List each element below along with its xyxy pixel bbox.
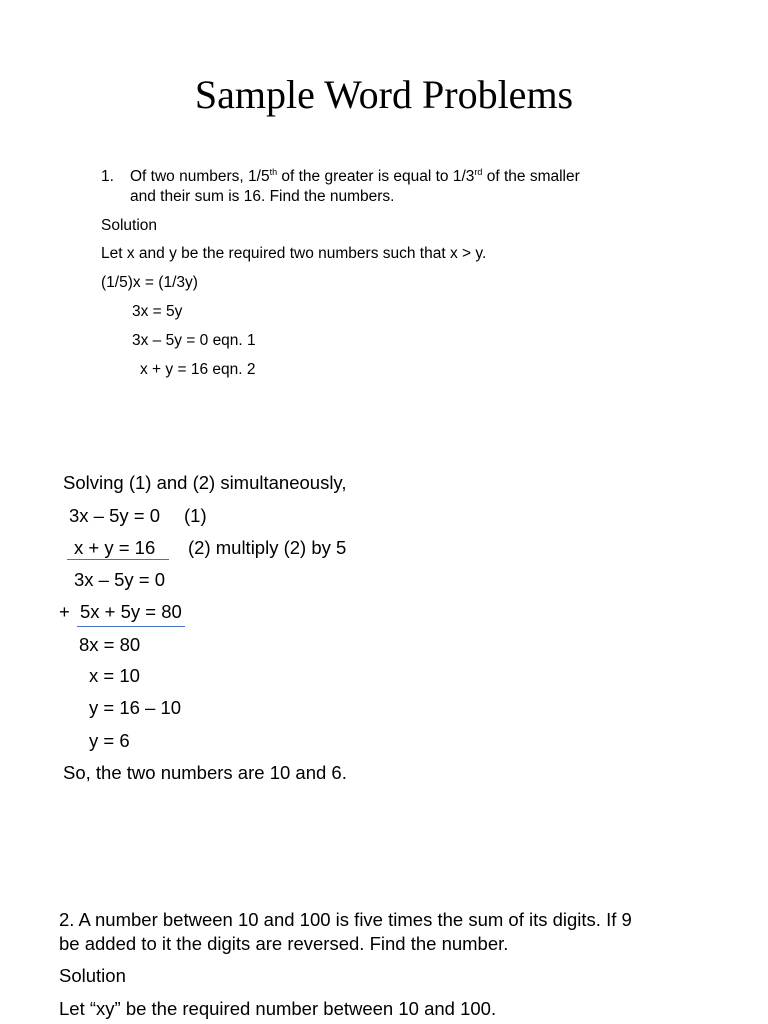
equation-4: 5x + 5y = 80 (80, 601, 182, 622)
problem-2-solution-line: Let “xy” be the required number between 10 and 100. (59, 998, 497, 1019)
statement-text: of the greater is equal to 1/3 (277, 168, 475, 185)
problem-2-statement-line-1: 2. A number between 10 and 100 is five times the sum of its digits. If 9 (59, 909, 632, 930)
underline-equation-4 (77, 626, 185, 627)
working-step: x = 10 (89, 665, 140, 686)
equation-3: 3x – 5y = 0 (74, 569, 166, 590)
problem-1-statement-line-1 (130, 167, 580, 187)
solution-line: 3x – 5y = 0 eqn. 1 (132, 332, 256, 349)
superscript-rd: rd (474, 167, 483, 177)
solution-line: (1/5)x = (1/3y) (101, 274, 198, 291)
problem-1-statement-line-2: and their sum is 16. Find the numbers. (130, 188, 395, 205)
underline-equation-2 (67, 559, 169, 560)
working-step: y = 16 – 10 (89, 697, 182, 718)
equation-1-tag: (1) (184, 505, 207, 526)
problem-2-statement-line-2: be added to it the digits are reversed. Find the number. (59, 933, 509, 954)
equation-1: 3x – 5y = 0 (69, 505, 161, 526)
plus-sign: + (59, 601, 70, 622)
working-conclusion: So, the two numbers are 10 and 6. (63, 762, 347, 783)
working-step: y = 6 (89, 730, 130, 751)
solution-line: x + y = 16 eqn. 2 (140, 361, 256, 378)
problem-1-number: 1. (101, 168, 114, 185)
working-intro: Solving (1) and (2) simultaneously, (63, 472, 347, 493)
problem-1-solution-label: Solution (101, 217, 158, 234)
solution-line: 3x = 5y (132, 303, 183, 320)
solution-line: Let x and y be the required two numbers such that x > y. (101, 245, 487, 262)
superscript-th: th (269, 167, 278, 177)
page-title: Sample Word Problems (194, 72, 574, 117)
problem-2-solution-label: Solution (59, 965, 126, 986)
working-step: 8x = 80 (79, 634, 141, 655)
equation-2: x + y = 16 (74, 537, 156, 558)
statement-text: Of two numbers, 1/5 (130, 168, 270, 185)
statement-text: of the smaller (482, 168, 580, 185)
equation-2-note: (2) multiply (2) by 5 (188, 537, 347, 558)
